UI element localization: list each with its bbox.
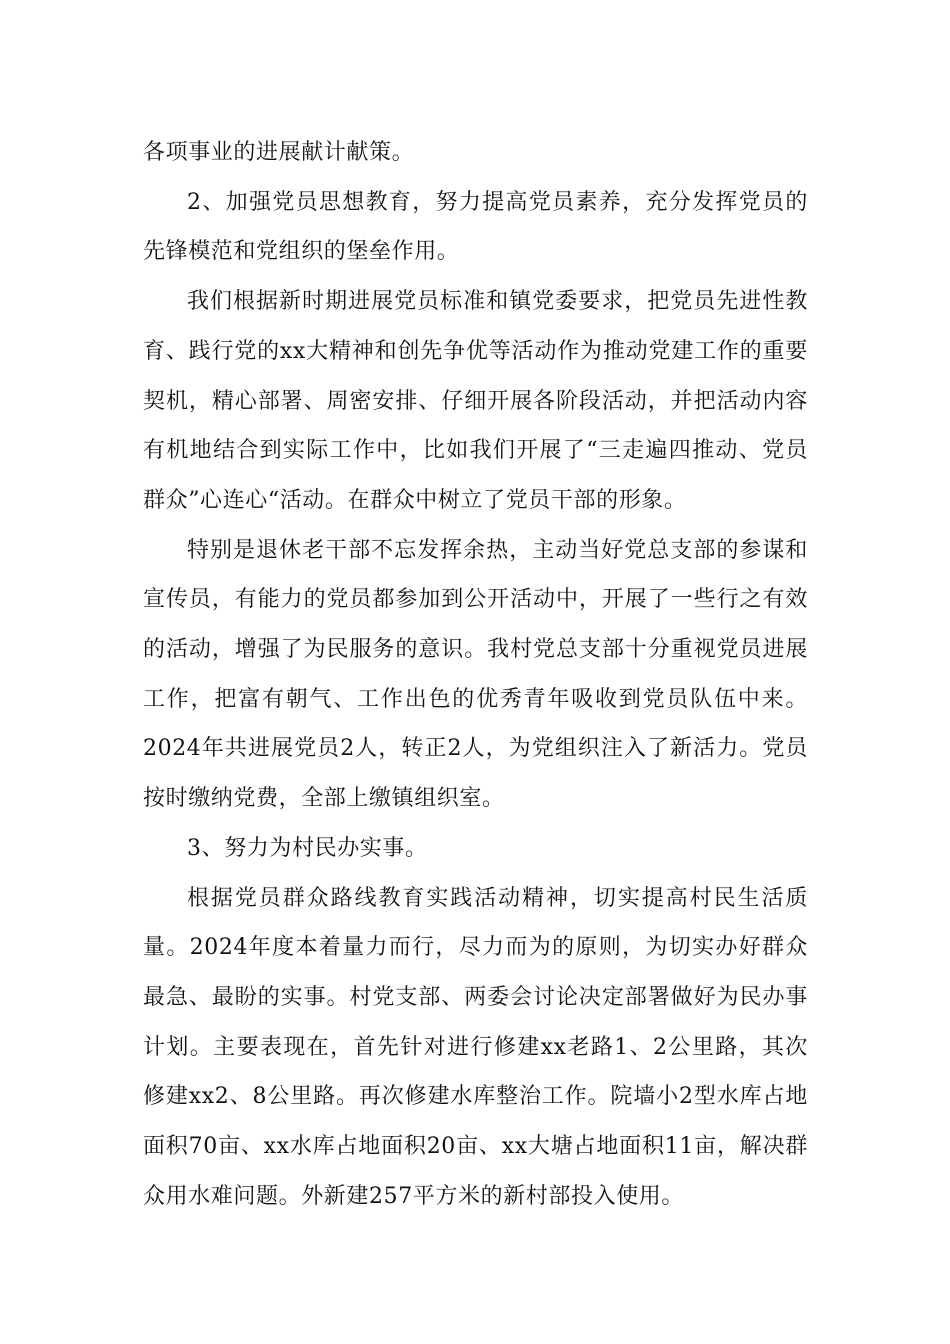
paragraph-3: 我们根据新时期进展党员标准和镇党委要求，把党员先进性教育、践行党的xx大精神和创先争优等活动作为推动党建工作的重要契机，精心部署、周密安排、仔细开展各阶段活动，并把活动内容有机地结合到实际工作中，比如我们开展了“三走遍四推动、党员群众”心连心“活动。在群众中树立了党员干部的形象。 xyxy=(143,289,808,513)
paragraph-6: 根据党员群众路线教育实践活动精神，切实提高村民生活质量。2024年度本着量力而行，尽力而为的原则，为切实办好群众最急、最盼的实事。村党支部、两委会讨论决定部署做好为民办事计划。主要表现在，首先针对进行修建xx老路1、2公里路，其次修建xx2、8公里路。再次修建水库整治工作。院墙小2型水库占地面积70亩、xx水库占地面积20亩、xx大塘占地面积11亩，解决群众用水难问题。外新建257平方米的新村部投入使用。 xyxy=(143,885,808,1209)
document-body xyxy=(143,128,808,1221)
paragraph-2: 2、加强党员思想教育，努力提高党员素养，充分发挥党员的先锋模范和党组织的堡垒作用。 xyxy=(143,189,808,265)
paragraph-4: 特别是退休老干部不忘发挥余热，主动当好党总支部的参谋和宣传员，有能力的党员都参加到公开活动中，开展了一些行之有效的活动，增强了为民服务的意识。我村党总支部十分重视党员进展工作，把富有朝气、工作出色的优秀青年吸收到党员队伍中来。2024年共进展党员2人，转正2人，为党组织注入了新活力。党员按时缴纳党费，全部上缴镇组织室。 xyxy=(143,537,808,812)
paragraph-1: 各项事业的进展献计献策。 xyxy=(143,140,415,165)
paragraph-5: 3、努力为村民办实事。 xyxy=(187,835,428,861)
